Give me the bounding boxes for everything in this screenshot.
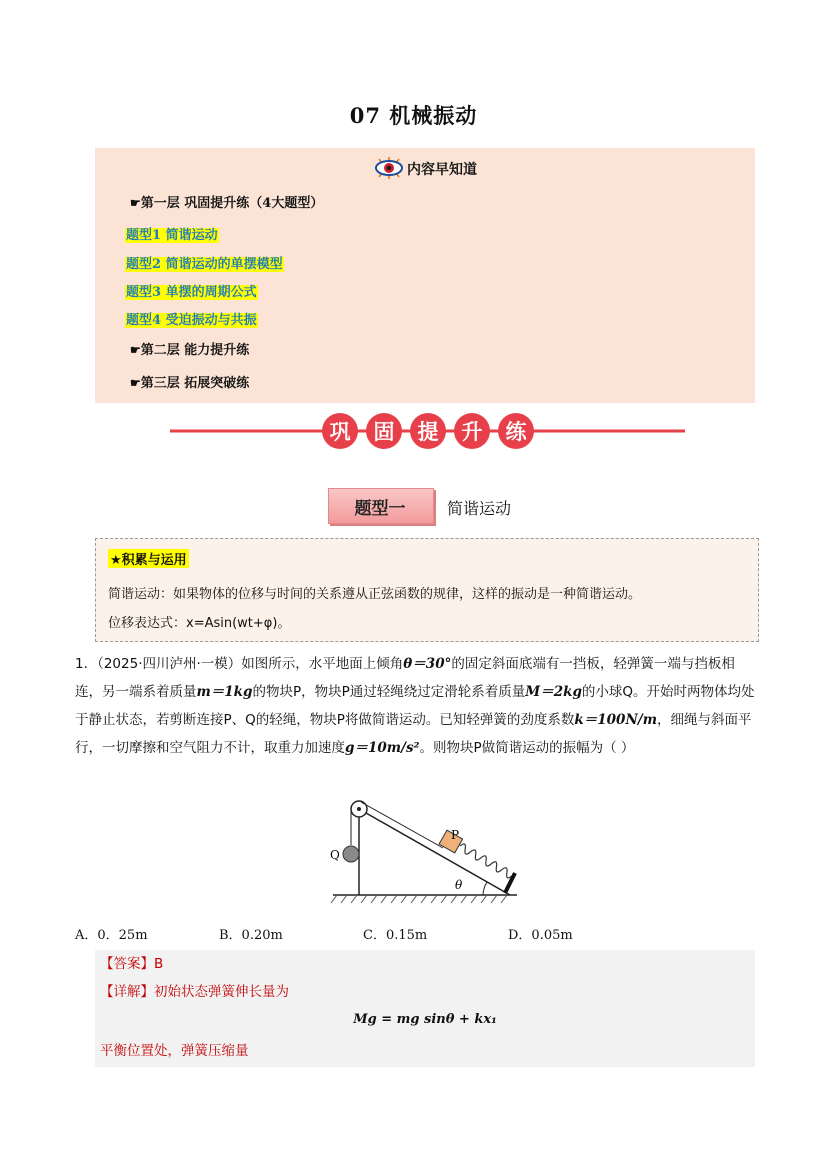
type-badge-label: 题型一 <box>354 499 406 519</box>
consolidation-banner <box>170 412 685 450</box>
pointing-hand-icon: ☛ <box>130 343 141 357</box>
svg-text:固: 固 <box>373 420 395 444</box>
banner-char-5 <box>498 413 534 449</box>
detail-continuation: 平衡位置处，弹簧压缩量 <box>100 1043 249 1059</box>
page-title: 07 机械振动 <box>349 103 478 128</box>
toc-type-2[interactable]: 题型2 简谐运动的单摆模型 <box>126 257 283 272</box>
svg-text:θ: θ <box>455 878 463 892</box>
option-a[interactable]: A．0．25m <box>75 928 148 943</box>
knowledge-formula: 位移表达式：x=Asin(wt+φ)。 <box>108 616 291 631</box>
svg-text:P: P <box>451 828 460 842</box>
knowledge-box <box>95 538 759 642</box>
toc-type-4[interactable]: 题型4 受迫振动与共振 <box>126 313 257 328</box>
banner-char-4 <box>454 413 490 449</box>
eye-icon <box>373 156 405 184</box>
question-source: （2025·四川泸州·一模） <box>97 656 242 672</box>
theta-value: θ＝30° <box>403 656 452 672</box>
mass-m-value: m＝1kg <box>196 684 253 700</box>
svg-text:升: 升 <box>461 420 483 444</box>
equilibrium-formula: Mg = mg sinθ + kx₁ <box>353 1012 497 1027</box>
svg-text:提: 提 <box>417 420 439 444</box>
banner-char-1 <box>322 413 358 449</box>
contents-heading: 内容早知道 <box>95 156 755 184</box>
pointing-hand-icon: ☛ <box>130 376 141 390</box>
toc-layer-1[interactable]: ☛第一层 巩固提升练（4大题型） <box>130 196 324 211</box>
option-d[interactable]: D．0.05m <box>508 928 573 943</box>
answer-box <box>95 950 755 1067</box>
question-number: 1． <box>75 656 98 672</box>
spring-constant-value: k＝100N/m <box>574 712 658 728</box>
svg-text:Q: Q <box>330 848 340 862</box>
answer-line: 【答案】B <box>100 956 164 972</box>
mass-M-value: M＝2kg <box>525 684 582 700</box>
knowledge-heading: ★积累与运用 <box>108 549 189 568</box>
banner-char-3 <box>410 413 446 449</box>
pointing-hand-icon: ☛ <box>130 196 141 210</box>
type-title: 简谐运动 <box>447 499 512 518</box>
contents-box <box>95 148 755 403</box>
toc-layer-2[interactable]: ☛第二层 能力提升练 <box>130 343 250 358</box>
detail-line: 【详解】初始状态弹簧伸长量为 <box>100 984 289 1000</box>
svg-text:巩: 巩 <box>329 420 351 444</box>
toc-type-3[interactable]: 题型3 单摆的周期公式 <box>126 285 257 300</box>
option-b[interactable]: B．0.20m <box>219 928 283 943</box>
incline-figure <box>325 797 525 907</box>
svg-text:练: 练 <box>505 420 527 444</box>
gravity-value: g＝10m/s² <box>345 740 420 756</box>
ball-q <box>343 846 359 862</box>
toc-layer-3[interactable]: ☛第三层 拓展突破练 <box>130 376 250 391</box>
spring <box>458 843 514 880</box>
knowledge-definition: 简谐运动：如果物体的位移与时间的关系遵从正弦函数的规律，这样的振动是一种简谐运动。 <box>108 587 642 602</box>
banner-char-2 <box>366 413 402 449</box>
option-c[interactable]: C．0.15m <box>363 928 428 943</box>
toc-type-1[interactable]: 题型1 简谐运动 <box>126 228 218 243</box>
question-1: 1．（2025·四川泸州·一模）如图所示，水平地面上倾角θ＝30°的固定斜面底端有一挡板，轻弹簧一端与挡板相连，另一端系着质量m＝1kg的物块P，物块P通过轻绳绕过定滑轮系着质量M＝2kg的小球Q。开始时两物体均处于静止状态，若剪断连接P、Q的轻绳，物块P将做简谐运动。已知轻弹簧的劲度系数k＝100N/m，细绳与斜面平行，一切摩擦和空气阻力不计，取重力加速度g＝10m/s²。则物块P做简谐运动的振幅为（ ） <box>75 656 755 756</box>
